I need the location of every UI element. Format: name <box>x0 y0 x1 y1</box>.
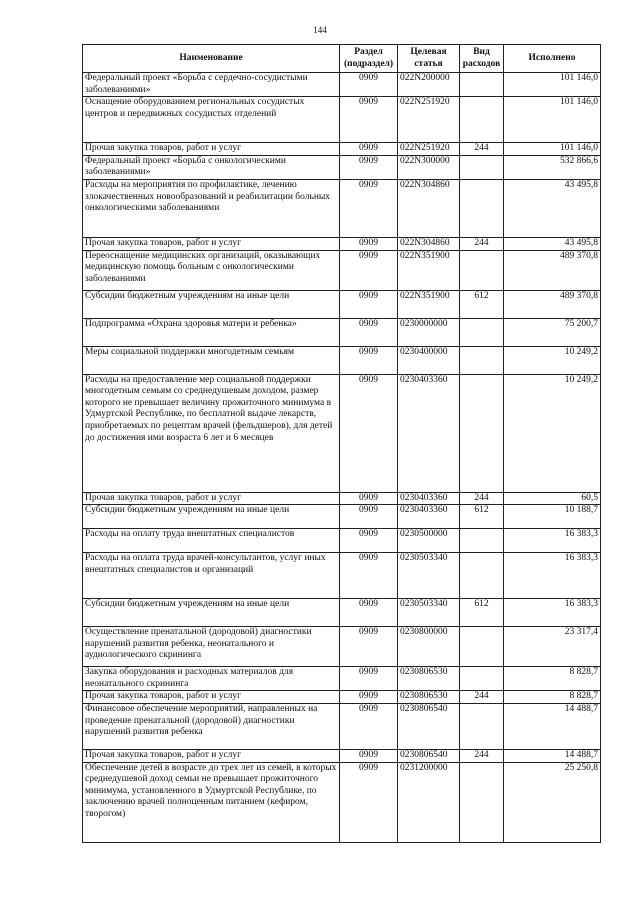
cell-executed: 101 146,0 <box>504 73 601 97</box>
cell-section: 0909 <box>340 374 398 492</box>
cell-type: 244 <box>460 749 504 762</box>
cell-article: 0230000000 <box>398 318 460 346</box>
cell-executed: 489 370,8 <box>504 250 601 290</box>
cell-section: 0909 <box>340 155 398 179</box>
cell-type <box>460 553 504 599</box>
cell-article: 0230806530 <box>398 691 460 704</box>
table-row <box>83 155 601 179</box>
cell-executed: 10 249,2 <box>504 374 601 492</box>
cell-executed: 25 250,8 <box>504 762 601 842</box>
cell-name: Федеральный проект «Борьба с онкологическими заболеваниями» <box>83 155 340 179</box>
table-row <box>83 492 601 505</box>
cell-executed: 101 146,0 <box>504 97 601 143</box>
cell-type <box>460 250 504 290</box>
cell-section: 0909 <box>340 667 398 691</box>
cell-article: 0230806540 <box>398 749 460 762</box>
cell-article: 0230806530 <box>398 667 460 691</box>
cell-type <box>460 155 504 179</box>
cell-section: 0909 <box>340 599 398 627</box>
table-row <box>83 346 601 374</box>
cell-section: 0909 <box>340 346 398 374</box>
cell-name: Оснащение оборудованием региональных сосудистых центров и передвижных сосудистых отделений <box>83 97 340 143</box>
cell-article: 022N351900 <box>398 250 460 290</box>
cell-section: 0909 <box>340 290 398 318</box>
cell-article: 0230403360 <box>398 505 460 529</box>
cell-section: 0909 <box>340 97 398 143</box>
cell-type: 244 <box>460 143 504 156</box>
cell-executed: 75 200,7 <box>504 318 601 346</box>
cell-name: Субсидии бюджетным учреждениям на иные цели <box>83 505 340 529</box>
cell-section: 0909 <box>340 505 398 529</box>
cell-name: Расходы на предоставление мер социальной поддержки многодетным семьям со среднедушевым доходом, размер которого не превышает величину прожиточного минимума в Удмуртской Республике, по бесплатной выдаче лекарств, приобретаемых по рецептам врачей (фельдшеров), для детей до достижения ими возраста 6 лет и 6 месяцев <box>83 374 340 492</box>
cell-name: Субсидии бюджетным учреждениям на иные цели <box>83 599 340 627</box>
cell-name: Расходы на оплата труда врачей-консультантов, услуг иных внештатных специалистов и организаций <box>83 553 340 599</box>
cell-section: 0909 <box>340 179 398 237</box>
cell-executed: 8 828,7 <box>504 691 601 704</box>
table-row <box>83 143 601 156</box>
cell-article: 022N251920 <box>398 97 460 143</box>
cell-article: 022N304860 <box>398 179 460 237</box>
cell-section: 0909 <box>340 143 398 156</box>
cell-executed: 16 383,3 <box>504 553 601 599</box>
cell-executed: 23 317,4 <box>504 627 601 667</box>
cell-article: 0230800000 <box>398 627 460 667</box>
cell-type: 612 <box>460 599 504 627</box>
cell-type <box>460 73 504 97</box>
cell-section: 0909 <box>340 250 398 290</box>
cell-name: Прочая закупка товаров, работ и услуг <box>83 492 340 505</box>
table-row <box>83 762 601 842</box>
column-header-name: Наименование <box>83 45 340 73</box>
cell-article: 0230403360 <box>398 374 460 492</box>
column-header-executed: Исполнено <box>504 45 601 73</box>
cell-executed: 60,5 <box>504 492 601 505</box>
cell-executed: 101 146,0 <box>504 143 601 156</box>
table-row <box>83 290 601 318</box>
cell-name: Обеспечение детей в возрасте до трех лет из семей, в которых среднедушевой доход семьи не превышает прожиточного минимума, установленного в Удмуртской Республике, по заключению врачей полноценным питанием (кефиром, творогом) <box>83 762 340 842</box>
page-number: 144 <box>313 25 327 35</box>
cell-section: 0909 <box>340 492 398 505</box>
cell-name: Субсидии бюджетным учреждениям на иные цели <box>83 290 340 318</box>
cell-section: 0909 <box>340 762 398 842</box>
cell-executed: 532 866,6 <box>504 155 601 179</box>
cell-name: Осуществление пренатальной (дородовой) диагностики нарушений развития ребенка, неонатального и аудиологического скрининга <box>83 627 340 667</box>
cell-type <box>460 762 504 842</box>
cell-type <box>460 374 504 492</box>
cell-article: 0230400000 <box>398 346 460 374</box>
cell-type <box>460 179 504 237</box>
table-row <box>83 179 601 237</box>
cell-type <box>460 97 504 143</box>
cell-type: 612 <box>460 505 504 529</box>
cell-executed: 43 495,8 <box>504 237 601 250</box>
cell-section: 0909 <box>340 73 398 97</box>
column-header-article: Целевая статья <box>398 45 460 73</box>
cell-article: 022N251920 <box>398 143 460 156</box>
table-row <box>83 599 601 627</box>
table-row <box>83 529 601 553</box>
cell-executed: 16 383,3 <box>504 599 601 627</box>
cell-name: Прочая закупка товаров, работ и услуг <box>83 691 340 704</box>
column-header-section: Раздел (подраздел) <box>340 45 398 73</box>
table-row <box>83 667 601 691</box>
cell-type <box>460 627 504 667</box>
cell-type <box>460 346 504 374</box>
cell-article: 0230500000 <box>398 529 460 553</box>
cell-type: 244 <box>460 492 504 505</box>
cell-name: Расходы на оплату труда внештатных специалистов <box>83 529 340 553</box>
cell-type: 244 <box>460 237 504 250</box>
cell-article: 022N304860 <box>398 237 460 250</box>
cell-name: Меры социальной поддержки многодетным семьям <box>83 346 340 374</box>
table-row <box>83 97 601 143</box>
cell-article: 0230503340 <box>398 553 460 599</box>
cell-section: 0909 <box>340 529 398 553</box>
cell-executed: 10 188,7 <box>504 505 601 529</box>
cell-executed: 10 249,2 <box>504 346 601 374</box>
cell-executed: 489 370,8 <box>504 290 601 318</box>
table-row <box>83 318 601 346</box>
cell-type <box>460 318 504 346</box>
table-row <box>83 691 601 704</box>
cell-article: 022N351900 <box>398 290 460 318</box>
cell-name: Прочая закупка товаров, работ и услуг <box>83 749 340 762</box>
cell-article: 0230503340 <box>398 599 460 627</box>
table-row <box>83 237 601 250</box>
table-row <box>83 374 601 492</box>
cell-executed: 14 488,7 <box>504 749 601 762</box>
cell-name: Подпрограмма «Охрана здоровья матери и ребенка» <box>83 318 340 346</box>
cell-name: Прочая закупка товаров, работ и услуг <box>83 143 340 156</box>
table-row <box>83 749 601 762</box>
cell-section: 0909 <box>340 318 398 346</box>
column-header-type: Вид расходов <box>460 45 504 73</box>
table-row <box>83 703 601 749</box>
table-row <box>83 627 601 667</box>
cell-name: Финансовое обеспечение мероприятий, направленных на проведение пренатальной (дородовой) диагностики нарушений развития ребенка <box>83 703 340 749</box>
cell-type: 244 <box>460 691 504 704</box>
cell-type <box>460 529 504 553</box>
cell-type: 612 <box>460 290 504 318</box>
cell-section: 0909 <box>340 691 398 704</box>
cell-type <box>460 667 504 691</box>
cell-executed: 8 828,7 <box>504 667 601 691</box>
cell-name: Расходы на мероприятия по профилактике, лечению злокачественных новообразований и реабилитации больных онкологическими заболеваниями <box>83 179 340 237</box>
cell-article: 0230403360 <box>398 492 460 505</box>
table-row <box>83 505 601 529</box>
cell-article: 0231200000 <box>398 762 460 842</box>
cell-article: 022N300000 <box>398 155 460 179</box>
cell-name: Переоснащение медицинских организаций, оказывающих медицинскую помощь больным с онкологическими заболеваниями <box>83 250 340 290</box>
table-row <box>83 73 601 97</box>
cell-section: 0909 <box>340 627 398 667</box>
cell-executed: 16 383,3 <box>504 529 601 553</box>
cell-name: Федеральный проект «Борьба с сердечно-сосудистыми заболеваниями» <box>83 73 340 97</box>
cell-name: Прочая закупка товаров, работ и услуг <box>83 237 340 250</box>
cell-section: 0909 <box>340 237 398 250</box>
cell-section: 0909 <box>340 703 398 749</box>
cell-executed: 14 488,7 <box>504 703 601 749</box>
cell-article: 022N200000 <box>398 73 460 97</box>
budget-execution-table <box>82 44 601 843</box>
cell-section: 0909 <box>340 749 398 762</box>
cell-section: 0909 <box>340 553 398 599</box>
cell-executed: 43 495,8 <box>504 179 601 237</box>
table-row <box>83 250 601 290</box>
cell-article: 0230806540 <box>398 703 460 749</box>
cell-type <box>460 703 504 749</box>
table-row <box>83 553 601 599</box>
cell-name: Закупка оборудования и расходных материалов для неонатального скрининга <box>83 667 340 691</box>
